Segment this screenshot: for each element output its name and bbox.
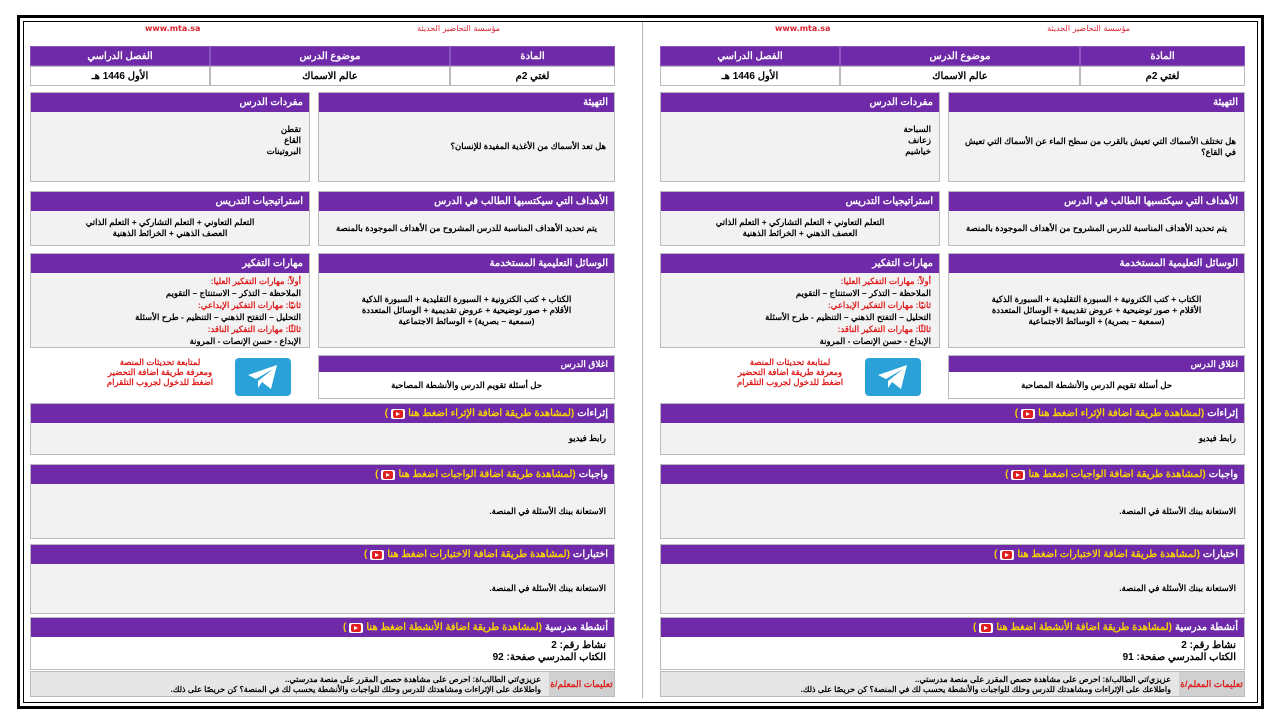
tests-bar[interactable] xyxy=(31,545,614,564)
tools-title: الوسائل التعليمية المستخدمة xyxy=(319,254,614,273)
thinking-line: الإبداع - حسن الإنصات - المرونة xyxy=(819,336,931,346)
telegram-line: اضغط للدخول لجروب التلقرام xyxy=(736,377,844,387)
youtube-icon[interactable] xyxy=(1021,409,1035,419)
term-value: الأول 1446 هـ xyxy=(30,66,210,86)
vocab-title: مفردات الدرس xyxy=(31,93,309,112)
enrichment-body: رابط فيديو xyxy=(31,423,614,454)
tests-title: اختبارات xyxy=(572,549,608,560)
thinking-heading: أولاً: مهارات التفكير العليا: xyxy=(840,276,931,286)
vocab-item: القاع xyxy=(284,135,301,145)
enrichment-title: إثراءات xyxy=(577,408,608,419)
vocab-item: زعانف xyxy=(908,135,931,145)
instructions-line: عزيزي/تي الطالب/ة: احرص على مشاهدة حصص المقرر على منصة مدرستي.. xyxy=(285,675,541,684)
goals-box xyxy=(948,191,1245,246)
tools-body xyxy=(319,273,614,347)
homework-title: واجبات xyxy=(1208,469,1238,480)
strategies-line: التعلم التعاوني + التعلم التشاركي + التعلم الذاتي xyxy=(85,217,255,227)
thinking-heading: ثالثًا: مهارات التفكير الناقد: xyxy=(837,324,931,334)
textbook-page: الكتاب المدرسي صفحة: 91 xyxy=(1122,652,1236,663)
tests-section xyxy=(30,544,615,614)
textbook-page: الكتاب المدرسي صفحة: 92 xyxy=(492,652,606,663)
homework-bar[interactable] xyxy=(661,465,1244,484)
activities-title: أنشطة مدرسية xyxy=(1174,622,1238,633)
homework-section xyxy=(30,464,615,539)
lesson-header-table xyxy=(660,46,1245,86)
tests-section xyxy=(660,544,1245,614)
page-divider xyxy=(642,22,643,698)
strategies-title: استراتيجيات التدريس xyxy=(31,192,309,211)
strategies-line: العصف الذهني + الخرائط الذهنية xyxy=(742,228,858,238)
subject-value: لغتي 2م xyxy=(450,66,615,86)
enrichment-section xyxy=(30,403,615,455)
term-label: الفصل الدراسي xyxy=(660,46,840,66)
thinking-title: مهارات التفكير xyxy=(31,254,309,273)
teacher-instructions xyxy=(660,671,1245,697)
tests-link-close: ) xyxy=(993,549,998,560)
instructions-line: واطلاعك على الإثراءات ومشاهدتك للدرس وحلك للواجبات والأنشطة يحسب لك في المنصة؟ كن حريصًا على ذلك. xyxy=(800,685,1171,694)
thinking-body xyxy=(31,273,309,347)
thinking-line: الملاحظة – التذكر – الاستنتاج – التقويم xyxy=(165,288,301,298)
youtube-icon[interactable] xyxy=(370,550,384,560)
strategies-line: العصف الذهني + الخرائط الذهنية xyxy=(112,228,228,238)
telegram-line: اضغط للدخول لجروب التلقرام xyxy=(106,377,214,387)
intro-text: هل تعد الأسماك من الأغذية المفيدة للإنسان؟ xyxy=(319,112,614,181)
tests-howto-link[interactable]: (لمشاهدة طريقة اضافة الاختبارات اضغط هنا xyxy=(1017,549,1200,560)
telegram-line: ومعرفة طريقة اضافة التحضير xyxy=(107,367,213,377)
homework-howto-link[interactable]: (لمشاهدة طريقة اضافة الواجبات اضغط هنا xyxy=(398,469,576,480)
activities-body xyxy=(661,637,1244,669)
enrichment-body: رابط فيديو xyxy=(661,423,1244,454)
instructions-text xyxy=(661,672,1179,696)
activities-section xyxy=(30,617,615,670)
youtube-icon[interactable] xyxy=(381,470,395,480)
vocab-item: تقطن xyxy=(280,124,301,134)
telegram-icon[interactable] xyxy=(865,358,921,396)
enrichment-section xyxy=(660,403,1245,455)
slide-frame xyxy=(17,15,1264,709)
header-values-row xyxy=(660,66,1245,86)
tests-body: الاستعانة ببنك الأسئلة في المنصة. xyxy=(661,564,1244,613)
telegram-line: لمتابعة تحديثات المنصة xyxy=(749,357,831,367)
enrichment-howto-link[interactable]: (لمشاهدة طريقة اضافة الإثراء اضغط هنا xyxy=(1038,408,1205,419)
page-topline xyxy=(30,24,615,38)
strategies-line: التعلم التعاوني + التعلم التشاركي + التعلم الذاتي xyxy=(715,217,885,227)
tests-howto-link[interactable]: (لمشاهدة طريقة اضافة الاختبارات اضغط هنا xyxy=(387,549,570,560)
thinking-line: التحليل – التفتح الذهني – التنظيم - طرح الأسئلة xyxy=(135,312,301,322)
strategies-box xyxy=(30,191,310,246)
telegram-line: لمتابعة تحديثات المنصة xyxy=(119,357,201,367)
enrichment-howto-link[interactable]: (لمشاهدة طريقة اضافة الإثراء اضغط هنا xyxy=(408,408,575,419)
enrichment-link-close: ) xyxy=(384,408,389,419)
thinking-line: الإبداع - حسن الإنصات - المرونة xyxy=(189,336,301,346)
instructions-line: عزيزي/تي الطالب/ة: احرص على مشاهدة حصص المقرر على منصة مدرستي.. xyxy=(915,675,1171,684)
lesson-page-left xyxy=(30,22,615,698)
activity-number: نشاط رقم: 2 xyxy=(551,640,606,651)
activities-bar[interactable] xyxy=(661,618,1244,637)
org-name: مؤسسة التحاضير الحديثة xyxy=(1047,24,1130,33)
strategies-body xyxy=(31,211,309,245)
activities-bar[interactable] xyxy=(31,618,614,637)
closing-text: حل أسئلة تقويم الدرس والأنشطة المصاحبة xyxy=(319,372,614,398)
teacher-instructions xyxy=(30,671,615,697)
enrichment-bar[interactable] xyxy=(31,404,614,423)
thinking-box xyxy=(30,253,310,348)
intro-title: التهيئة xyxy=(949,93,1244,112)
intro-text: هل تختلف الأسماك التي تعيش بالقرب من سطح الماء عن الأسماك التي تعيش في القاع؟ xyxy=(949,112,1244,181)
thinking-heading: أولاً: مهارات التفكير العليا: xyxy=(210,276,301,286)
header-labels-row xyxy=(30,46,615,66)
closing-title: اغلاق الدرس xyxy=(949,356,1244,372)
tools-box xyxy=(948,253,1245,348)
homework-link-close: ) xyxy=(375,469,379,480)
telegram-line: ومعرفة طريقة اضافة التحضير xyxy=(737,367,843,377)
goals-text: يتم تحديد الأهداف المناسبة للدرس المشروح من الأهداف الموجودة بالمنصة xyxy=(949,211,1244,245)
enrichment-bar[interactable] xyxy=(661,404,1244,423)
lesson-page-right xyxy=(660,22,1245,698)
thinking-box xyxy=(660,253,940,348)
strategies-title: استراتيجيات التدريس xyxy=(661,192,939,211)
youtube-icon[interactable] xyxy=(349,623,363,633)
tools-line: الأقلام + صور توضيحية + عروض تقديمية + الوسائل المتعددة xyxy=(991,304,1202,315)
topic-label: موضوع الدرس xyxy=(210,46,450,66)
intro-title: التهيئة xyxy=(319,93,614,112)
tools-line: (سمعية – بصرية) + الوسائط الاجتماعية xyxy=(398,315,535,326)
tests-link-close: ) xyxy=(363,549,368,560)
topic-value: عالم الاسماك xyxy=(210,66,450,86)
activities-section xyxy=(660,617,1245,670)
term-label: الفصل الدراسي xyxy=(30,46,210,66)
thinking-heading: ثالثًا: مهارات التفكير الناقد: xyxy=(207,324,301,334)
telegram-icon[interactable] xyxy=(235,358,291,396)
youtube-icon[interactable] xyxy=(1000,550,1014,560)
intro-box xyxy=(948,92,1245,182)
tools-line: الكتاب + كتب الكترونية + السبورة التقليدية + السبورة الذكية xyxy=(991,293,1202,304)
activities-link-close: ) xyxy=(343,622,347,633)
tools-body xyxy=(949,273,1244,347)
vocab-item: البروتينات xyxy=(266,146,301,156)
tests-title: اختبارات xyxy=(1202,549,1238,560)
vocab-item: السباحة xyxy=(903,124,931,134)
subject-label: المادة xyxy=(450,46,615,66)
telegram-plane-icon xyxy=(247,364,279,390)
youtube-icon[interactable] xyxy=(391,409,405,419)
tools-line: الأقلام + صور توضيحية + عروض تقديمية + الوسائل المتعددة xyxy=(361,304,572,315)
homework-body: الاستعانة ببنك الأسئلة في المنصة. xyxy=(31,484,614,538)
telegram-promo[interactable] xyxy=(30,355,310,399)
thinking-body xyxy=(661,273,939,347)
goals-title: الأهداف التي سيكتسبها الطالب في الدرس xyxy=(949,192,1244,211)
thinking-heading: ثانيًا: مهارات التفكير الإبداعي: xyxy=(827,300,931,310)
closing-text: حل أسئلة تقويم الدرس والأنشطة المصاحبة xyxy=(949,372,1244,398)
subject-value: لغتي 2م xyxy=(1080,66,1245,86)
term-value: الأول 1446 هـ xyxy=(660,66,840,86)
strategies-body xyxy=(661,211,939,245)
page-topline xyxy=(660,24,1245,38)
homework-section xyxy=(660,464,1245,539)
telegram-promo[interactable] xyxy=(660,355,940,399)
thinking-heading: ثانيًا: مهارات التفكير الإبداعي: xyxy=(197,300,301,310)
enrichment-title: إثراءات xyxy=(1207,408,1238,419)
goals-title: الأهداف التي سيكتسبها الطالب في الدرس xyxy=(319,192,614,211)
vocab-list xyxy=(31,112,309,181)
header-values-row xyxy=(30,66,615,86)
tools-line: (سمعية – بصرية) + الوسائط الاجتماعية xyxy=(1028,315,1165,326)
thinking-line: التحليل – التفتح الذهني – التنظيم - طرح الأسئلة xyxy=(765,312,931,322)
activities-howto-link[interactable]: (لمشاهدة طريقة اضافة الأنشطة اضغط هنا xyxy=(996,622,1172,633)
site-link[interactable]: www.mta.sa xyxy=(775,24,831,33)
tools-line: الكتاب + كتب الكترونية + السبورة التقليدية + السبورة الذكية xyxy=(361,293,572,304)
tests-bar[interactable] xyxy=(661,545,1244,564)
tools-box xyxy=(318,253,615,348)
vocab-list xyxy=(661,112,939,181)
telegram-text xyxy=(90,357,230,387)
homework-bar[interactable] xyxy=(31,465,614,484)
site-link[interactable]: www.mta.sa xyxy=(145,24,201,33)
vocab-item: خياشيم xyxy=(905,146,931,156)
vocab-box xyxy=(30,92,310,182)
closing-box xyxy=(318,355,615,399)
youtube-icon[interactable] xyxy=(979,623,993,633)
org-name: مؤسسة التحاضير الحديثة xyxy=(417,24,500,33)
instructions-text xyxy=(31,672,549,696)
instructions-label: تعليمات المعلم/ة xyxy=(1179,672,1244,696)
telegram-text xyxy=(720,357,860,387)
closing-title: اغلاق الدرس xyxy=(319,356,614,372)
header-labels-row xyxy=(660,46,1245,66)
telegram-plane-icon xyxy=(877,364,909,390)
activities-body xyxy=(31,637,614,669)
activities-link-close: ) xyxy=(973,622,977,633)
enrichment-link-close: ) xyxy=(1014,408,1019,419)
thinking-title: مهارات التفكير xyxy=(661,254,939,273)
intro-box xyxy=(318,92,615,182)
activities-title: أنشطة مدرسية xyxy=(544,622,608,633)
youtube-icon[interactable] xyxy=(1011,470,1025,480)
homework-link-close: ) xyxy=(1005,469,1009,480)
lesson-header-table xyxy=(30,46,615,86)
subject-label: المادة xyxy=(1080,46,1245,66)
goals-box xyxy=(318,191,615,246)
activity-number: نشاط رقم: 2 xyxy=(1181,640,1236,651)
homework-title: واجبات xyxy=(578,469,608,480)
homework-body: الاستعانة ببنك الأسئلة في المنصة. xyxy=(661,484,1244,538)
topic-label: موضوع الدرس xyxy=(840,46,1080,66)
instructions-label: تعليمات المعلم/ة xyxy=(549,672,614,696)
strategies-box xyxy=(660,191,940,246)
instructions-line: واطلاعك على الإثراءات ومشاهدتك للدرس وحلك للواجبات والأنشطة يحسب لك في المنصة؟ كن حريصًا على ذلك. xyxy=(170,685,541,694)
vocab-box xyxy=(660,92,940,182)
thinking-line: الملاحظة – التذكر – الاستنتاج – التقويم xyxy=(795,288,931,298)
homework-howto-link[interactable]: (لمشاهدة طريقة اضافة الواجبات اضغط هنا xyxy=(1028,469,1206,480)
goals-text: يتم تحديد الأهداف المناسبة للدرس المشروح من الأهداف الموجودة بالمنصة xyxy=(319,211,614,245)
activities-howto-link[interactable]: (لمشاهدة طريقة اضافة الأنشطة اضغط هنا xyxy=(366,622,542,633)
topic-value: عالم الاسماك xyxy=(840,66,1080,86)
tools-title: الوسائل التعليمية المستخدمة xyxy=(949,254,1244,273)
closing-box xyxy=(948,355,1245,399)
tests-body: الاستعانة ببنك الأسئلة في المنصة. xyxy=(31,564,614,613)
vocab-title: مفردات الدرس xyxy=(661,93,939,112)
